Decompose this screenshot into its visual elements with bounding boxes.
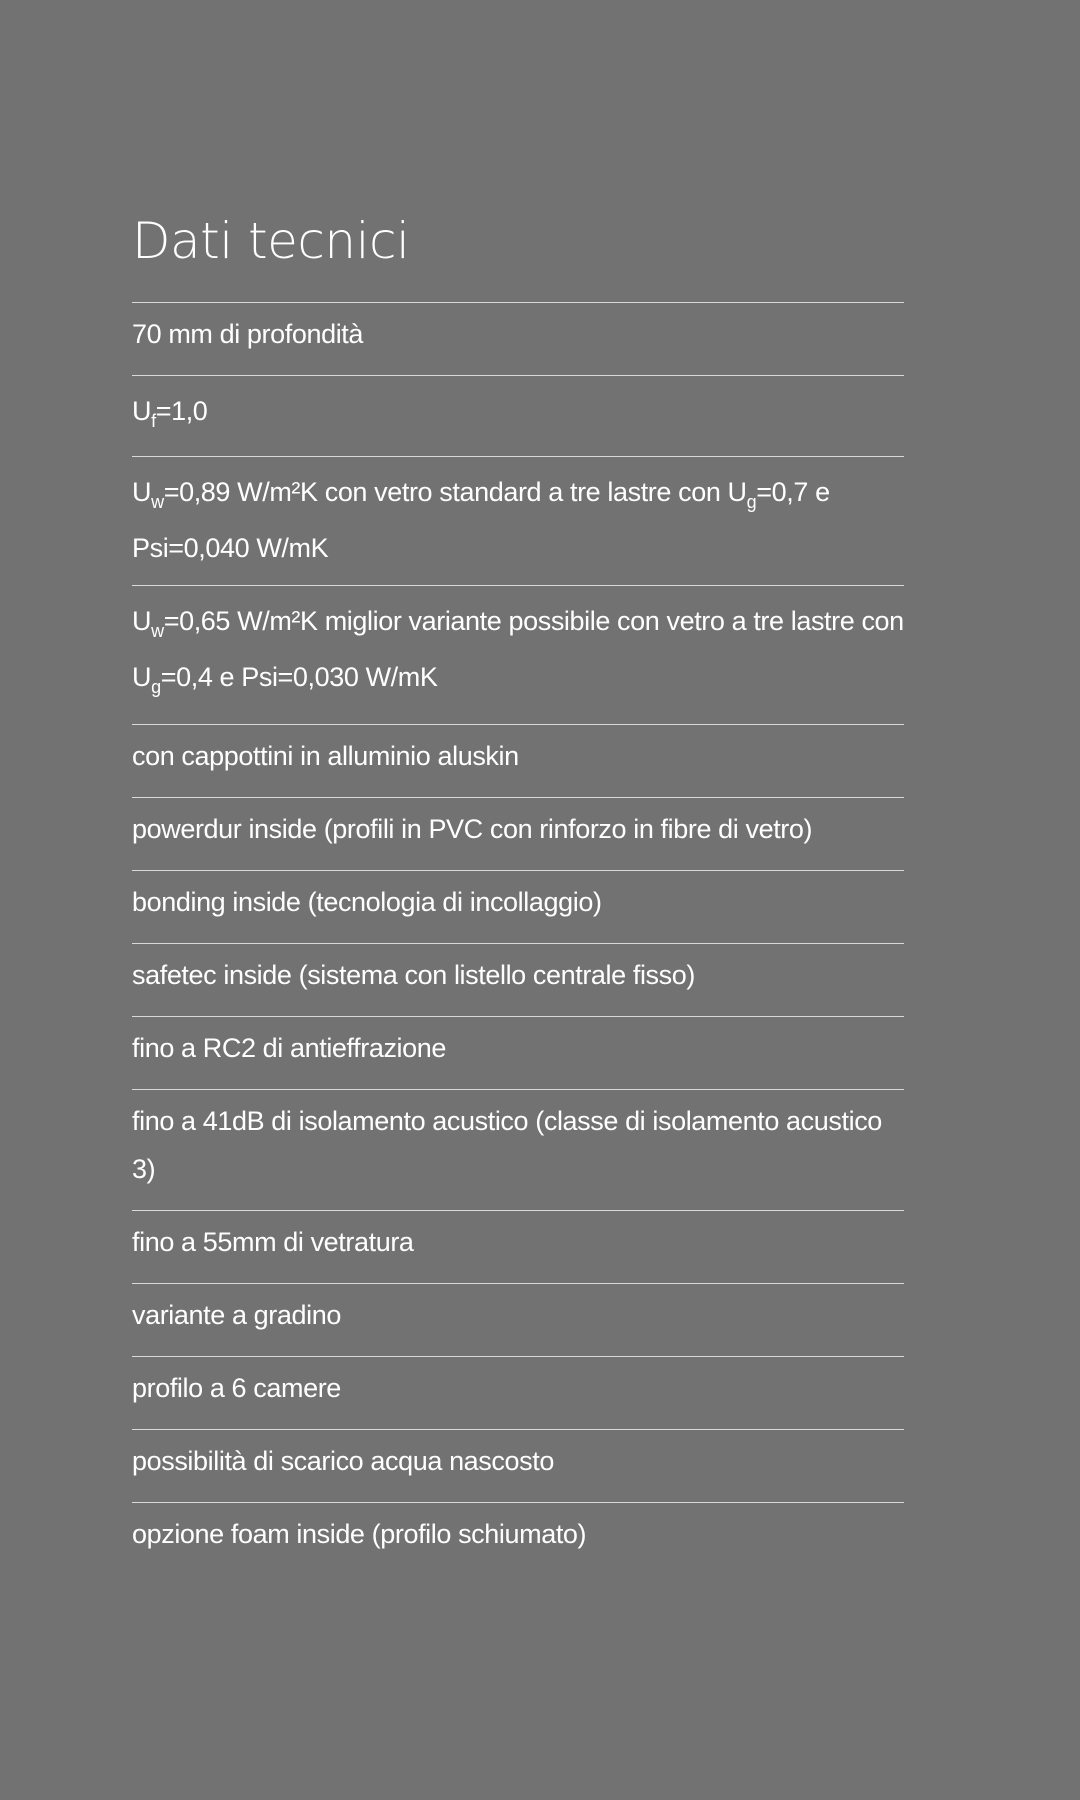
spec-item-foam (132, 1503, 904, 1576)
spec-text: =0,4 e Psi=0,030 W/mK (160, 662, 438, 692)
spec-item-rc2 (132, 1017, 904, 1090)
spec-list (132, 302, 904, 1576)
spec-text: con cappottini in alluminio aluskin (132, 741, 519, 771)
spec-text: safetec inside (sistema con listello centrale fisso) (132, 960, 695, 990)
spec-item-aluskin (132, 725, 904, 798)
section-title: Dati tecnici (132, 212, 410, 270)
spec-text: 70 mm di profondità (132, 319, 364, 349)
spec-item-drainage (132, 1430, 904, 1503)
spec-text: opzione foam inside (profilo schiumato) (132, 1519, 587, 1549)
spec-item-powerdur (132, 798, 904, 871)
spec-subscript: f (151, 411, 156, 431)
spec-subscript: w (151, 621, 164, 641)
spec-text: fino a 41dB di isolamento acustico (classe di isolamento acustico 3) (132, 1106, 882, 1184)
spec-text: =0,7 e Psi=0,040 W/mK (132, 477, 830, 563)
spec-text: profilo a 6 camere (132, 1373, 341, 1403)
spec-text: fino a RC2 di antieffrazione (132, 1033, 446, 1063)
technical-data-section (132, 205, 904, 1576)
spec-item-depth (132, 303, 904, 376)
spec-item-bonding (132, 871, 904, 944)
spec-item-uw-standard (132, 457, 904, 586)
spec-text: fino a 55mm di vetratura (132, 1227, 414, 1257)
spec-subscript: w (151, 492, 164, 512)
spec-text: =0,89 W/m²K con vetro standard a tre lastre con U (163, 477, 747, 507)
spec-text: =1,0 (155, 396, 208, 426)
spec-text: possibilità di scarico acqua nascosto (132, 1446, 554, 1476)
spec-text: bonding inside (tecnologia di incollaggio) (132, 887, 602, 917)
spec-text: U (132, 396, 152, 426)
spec-text: variante a gradino (132, 1300, 341, 1330)
spec-subscript: g (746, 492, 757, 512)
spec-item-glazing (132, 1211, 904, 1284)
spec-text: U (132, 477, 152, 507)
spec-item-acoustic (132, 1090, 904, 1211)
spec-text: powerdur inside (profili in PVC con rinforzo in fibre di vetro) (132, 814, 813, 844)
spec-text: U (132, 606, 152, 636)
spec-item-safetec (132, 944, 904, 1017)
spec-text: =0,65 W/m²K miglior variante possibile con vetro a tre lastre con U (132, 606, 904, 692)
spec-item-uf (132, 376, 904, 457)
spec-item-chambers (132, 1357, 904, 1430)
spec-item-uw-best (132, 586, 904, 725)
spec-item-step-variant (132, 1284, 904, 1357)
spec-subscript: g (151, 677, 161, 697)
